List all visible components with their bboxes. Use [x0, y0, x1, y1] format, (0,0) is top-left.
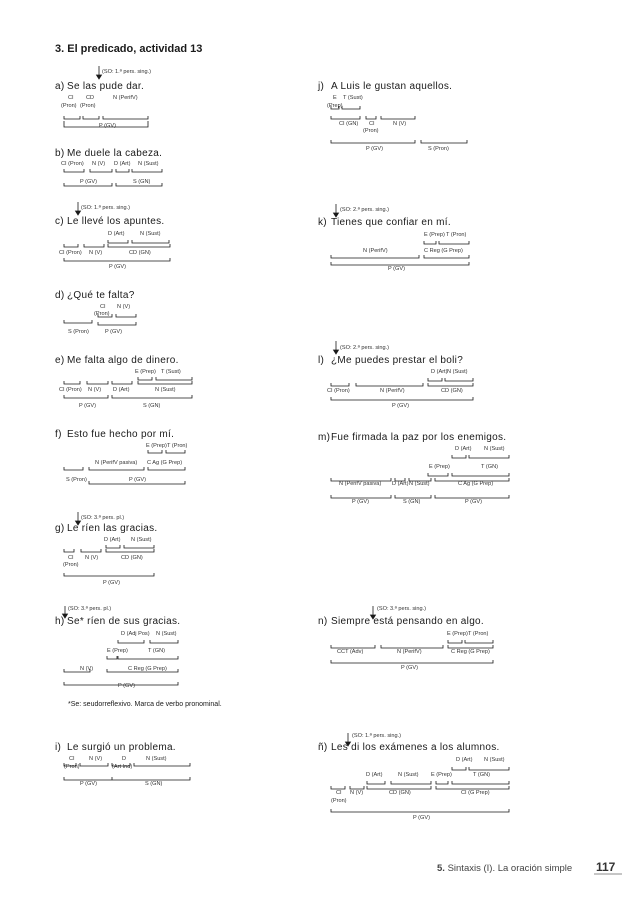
tag-h-2: E (Prep) — [107, 648, 128, 654]
sentence-a: Se las pude dar. — [67, 81, 145, 92]
tag-d-4: P (GV) — [105, 329, 122, 335]
sentence-label-e: e) — [55, 355, 65, 366]
brackets-m — [331, 455, 509, 498]
tag-ñ-0: D (Art) — [456, 757, 473, 763]
subject-note-n: (SO: 3.ª pers. sing.) — [377, 606, 427, 612]
tag-l-3: N (PerifV) — [380, 388, 405, 394]
tag-j-0: E — [333, 95, 337, 101]
sentence-g: Le ríen las gracias. — [67, 523, 158, 534]
person-arrows — [63, 66, 376, 746]
tag-k-1: T (Pron) — [446, 232, 467, 238]
tag-ñ-6: CI — [336, 790, 342, 796]
tag-e-6: P (GV) — [79, 403, 96, 409]
tag-h-4: N (V) — [80, 666, 94, 672]
tag-m-1: N (Sust) — [484, 446, 505, 452]
tag-ñ-4: E (Prep) — [431, 772, 452, 778]
tag-ñ-11: P (GV) — [413, 815, 430, 821]
page-title: 3. El predicado, actividad 13 — [55, 43, 203, 55]
subject-note-g: (SO: 3.ª pers. pl.) — [81, 515, 125, 521]
tag-m-8: P (GV) — [352, 499, 369, 505]
tag-f-2: N (PerifV pasiva) — [95, 460, 138, 466]
footnote-h: *Se: seudorreflexivo. Marca de verbo pronominal. — [68, 701, 222, 708]
tag-l-2: CI (Pron) — [327, 388, 350, 394]
brackets-h — [64, 640, 178, 685]
tag-c-3: N (V) — [89, 250, 103, 256]
tag-m-4: N (PerifV pasiva) — [339, 481, 382, 487]
tag-c-1: N (Sust) — [140, 231, 161, 237]
sentence-k: Tienes que confiar en mí. — [331, 217, 451, 228]
sentence-label-c: c) — [55, 216, 64, 227]
sentence-label-i: i) — [55, 742, 62, 753]
subject-note-ñ: (SO: 1.ª pers. sing.) — [352, 733, 402, 739]
tag-i-7: S (GN) — [145, 781, 163, 787]
tag-m-2: E (Prep) — [429, 464, 450, 470]
tag-f-1: T (Pron) — [167, 443, 188, 449]
tag-l-4: CD (GN) — [441, 388, 463, 394]
sentence-j: A Luis le gustan aquellos. — [331, 81, 453, 92]
tag-e-2: CI (Pron) — [59, 387, 82, 393]
sentence-i: Le surgió un problema. — [67, 742, 176, 753]
sentence-label-n: n) — [318, 616, 328, 627]
tag-j-8: S (Pron) — [428, 146, 449, 152]
tag-j-1: T (Sust) — [343, 95, 363, 101]
tag-g-3: N (V) — [85, 555, 99, 561]
tag-b-1: N (V) — [92, 161, 106, 167]
tag-d-3: S (Pron) — [68, 329, 89, 335]
tag-i-4: (Pron) — [64, 764, 80, 770]
tag-a-0: CI — [68, 95, 74, 101]
subject-note-k: (SO: 2.ª pers. sing.) — [340, 207, 390, 213]
tag-c-5: P (GV) — [109, 264, 126, 270]
tag-i-3: N (Sust) — [146, 756, 167, 762]
tag-c-4: CD (GN) — [129, 250, 151, 256]
sentence-label-h: h) — [55, 616, 65, 627]
tag-j-2: (Prep) — [327, 103, 343, 109]
tag-m-0: D (Art) — [455, 446, 472, 452]
sentence-n: Siempre está pensando en algo. — [331, 616, 484, 627]
tag-n-2: CCT (Adv) — [337, 649, 364, 655]
tag-k-0: E (Prep) — [424, 232, 445, 238]
tag-a-3: (Pron) — [80, 103, 96, 109]
tag-h-3: T (GN) — [148, 648, 165, 654]
sentence-label-m: m) — [318, 432, 331, 443]
tag-j-3: CI (GN) — [339, 121, 359, 127]
tag-ñ-8: CD (GN) — [389, 790, 411, 796]
sentence-label-d: d) — [55, 290, 65, 301]
sentence-label-f: f) — [55, 429, 62, 440]
tag-a-1: CD — [86, 95, 95, 101]
tag-ñ-3: N (Sust) — [398, 772, 419, 778]
sentence-label-a: a) — [55, 81, 65, 92]
tag-k-4: P (GV) — [388, 266, 405, 272]
tag-j-4: CI — [369, 121, 375, 127]
tag-m-9: S (GN) — [403, 499, 421, 505]
tag-h-1: N (Sust) — [156, 631, 177, 637]
tag-m-5: D (Art) — [392, 481, 409, 487]
subject-note-c: (SO: 1.ª pers. sing.) — [81, 205, 131, 211]
tag-k-2: N (PerifV) — [363, 248, 388, 254]
tag-i-5: (Art Ind) — [112, 764, 133, 770]
tag-l-1: N (Sust) — [447, 369, 468, 375]
tag-g-0: D (Art) — [104, 537, 121, 543]
tag-b-5: S (GN) — [133, 179, 151, 185]
tag-g-5: (Pron) — [63, 562, 79, 568]
tag-ñ-1: N (Sust) — [484, 757, 505, 763]
sentence-ñ: Les di los exámenes a los alumnos. — [331, 742, 500, 753]
subject-note-l: (SO: 2.ª pers. sing.) — [340, 345, 390, 351]
tag-ñ-5: T (GN) — [473, 772, 490, 778]
tag-c-2: CI (Pron) — [59, 250, 82, 256]
tag-e-7: S (GN) — [143, 403, 161, 409]
tag-a-4: N (PerifV) — [113, 95, 138, 101]
tag-n-1: T (Pron) — [468, 631, 489, 637]
tag-m-7: C Ag (G Prep) — [458, 481, 494, 487]
sentence-label-j: j) — [318, 81, 325, 92]
sentence-label-k: k) — [318, 217, 327, 228]
sentence-e: Me falta algo de dinero. — [67, 355, 179, 366]
tag-f-3: C Ag (G Prep) — [147, 460, 183, 466]
tag-b-3: N (Sust) — [138, 161, 159, 167]
sentence-label-b: b) — [55, 148, 65, 159]
sentence-h: Se* ríen de sus gracias. — [67, 616, 181, 627]
sentence-c: Le llevé los apuntes. — [67, 216, 165, 227]
tag-n-4: C Reg (G Prep) — [451, 649, 490, 655]
tag-m-10: P (GV) — [465, 499, 482, 505]
tag-ñ-10: (Pron) — [331, 798, 347, 804]
tag-j-5: N (V) — [393, 121, 407, 127]
tag-n-0: E (Prep) — [447, 631, 468, 637]
tag-h-5: C Reg (G Prep) — [128, 666, 167, 672]
tag-l-5: P (GV) — [392, 403, 409, 409]
sentence-m: Fue firmada la paz por los enemigos. — [331, 432, 507, 443]
tag-b-4: P (GV) — [80, 179, 97, 185]
tag-e-3: N (V) — [88, 387, 102, 393]
tag-c-0: D (Art) — [108, 231, 125, 237]
tag-i-6: P (GV) — [80, 781, 97, 787]
tag-n-3: N (PerifV) — [397, 649, 422, 655]
tag-a-5: P (GV) — [99, 123, 116, 129]
tag-k-3: C Reg (G Prep) — [424, 248, 463, 254]
subject-note-h: (SO: 3.ª pers. pl.) — [68, 606, 112, 612]
page-number: 117 — [596, 860, 616, 874]
tag-d-0: CI — [100, 304, 106, 310]
sentence-label-ñ: ñ) — [318, 742, 328, 753]
tag-g-6: P (GV) — [103, 580, 120, 586]
footer-section: Sintaxis (I). La oración simple — [447, 863, 573, 874]
tag-b-0: CI (Pron) — [61, 161, 84, 167]
tag-ñ-7: N (V) — [350, 790, 364, 796]
tag-e-1: T (Sust) — [161, 369, 181, 375]
sentence-l: ¿Me puedes prestar el boli? — [331, 355, 464, 366]
footer-chapter-number: 5. — [437, 863, 445, 874]
tag-l-0: D (Art) — [431, 369, 448, 375]
sentence-d: ¿Qué te falta? — [67, 290, 135, 301]
tag-a-2: (Pron) — [61, 103, 77, 109]
tag-m-6: N (Sust) — [409, 481, 430, 487]
tag-d-2: (Pron) — [94, 311, 110, 317]
footer-chapter — [437, 864, 572, 874]
sentence-b: Me duele la cabeza. — [67, 148, 163, 159]
tag-e-5: N (Sust) — [155, 387, 176, 393]
tag-g-4: CD (GN) — [121, 555, 143, 561]
tag-f-4: S (Pron) — [66, 477, 87, 483]
tag-i-1: N (V) — [89, 756, 103, 762]
tag-n-5: P (GV) — [401, 665, 418, 671]
tag-i-0: CI — [69, 756, 75, 762]
tag-e-4: D (Art) — [113, 387, 130, 393]
tag-f-0: E (Prep) — [146, 443, 167, 449]
tag-e-0: E (Prep) — [135, 369, 156, 375]
tag-g-2: CI — [68, 555, 74, 561]
tag-j-6: (Pron) — [363, 128, 379, 134]
tag-ñ-9: CI (G Prep) — [461, 790, 490, 796]
tag-d-1: N (V) — [117, 304, 131, 310]
tag-h-0: D (Adj Pos) — [121, 631, 150, 637]
sentence-label-l: l) — [318, 355, 325, 366]
tag-f-5: P (GV) — [129, 477, 146, 483]
subject-note-a: (SO: 1.ª pers. sing.) — [102, 69, 152, 75]
sentence-f: Esto fue hecho por mí. — [67, 429, 175, 440]
sentence-label-g: g) — [55, 523, 65, 534]
tag-ñ-2: D (Art) — [366, 772, 383, 778]
tag-b-2: D (Art) — [114, 161, 131, 167]
tag-h-6: P (GV) — [118, 683, 135, 689]
tag-j-7: P (GV) — [366, 146, 383, 152]
tag-g-1: N (Sust) — [131, 537, 152, 543]
tag-i-2: D — [122, 756, 127, 762]
tag-m-3: T (GN) — [481, 464, 498, 470]
